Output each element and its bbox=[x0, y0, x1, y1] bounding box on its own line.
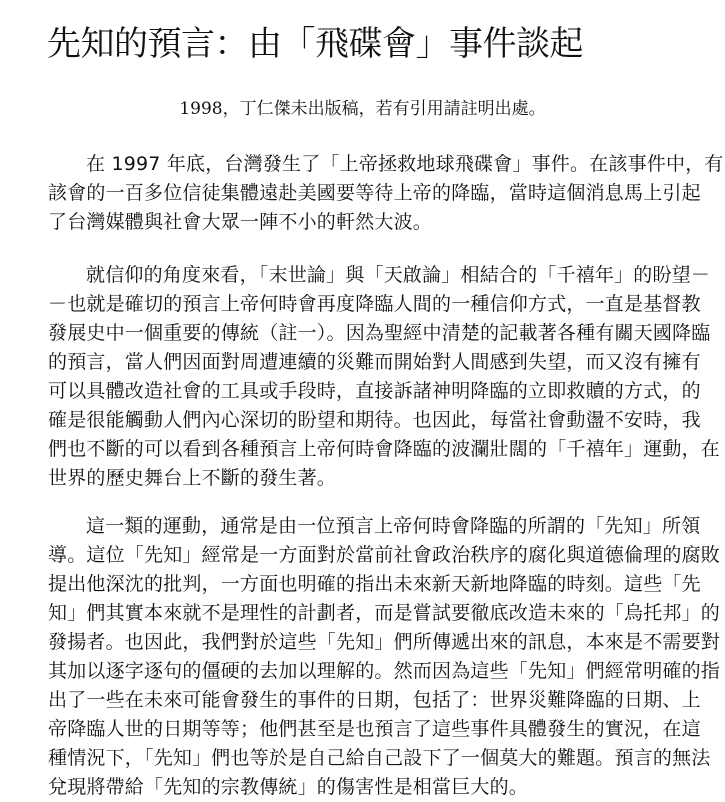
text-line: 導。這位「先知」經常是一方面對於當前社會政治秩序的腐化與道德倫理的腐敗 bbox=[48, 544, 721, 566]
text-line: 就信仰的角度來看，「末世論」與「天啟論」相結合的「千禧年」的盼望－ bbox=[86, 264, 711, 286]
page-title: 先知的預言：由「飛碟會」事件談起 bbox=[47, 24, 583, 64]
paragraph-2 bbox=[48, 261, 721, 493]
text-line: 了台灣媒體與社會大眾一陣不小的軒然大波。 bbox=[48, 211, 433, 233]
text-line: 在 1997 年底，台灣發生了「上帝拯救地球飛碟會」事件。在該事件中，有 bbox=[86, 153, 724, 175]
text-line: 世界的歷史舞台上不斷的發生著。 bbox=[48, 467, 337, 489]
text-line: 們也不斷的可以看到各種預言上帝何時會降臨的波瀾壯闊的「千禧年」運動，在 bbox=[48, 438, 721, 460]
paragraph-3 bbox=[48, 512, 721, 802]
text-line: －也就是確切的預言上帝何時會再度降臨人間的一種信仰方式，一直是基督教 bbox=[48, 293, 701, 315]
text-line: 發展史中一個重要的傳統（註一）。因為聖經中清楚的記載著各種有關天國降臨 bbox=[48, 322, 711, 344]
text-line: 的預言，當人們因面對周遭連續的災難而開始對人間感到失望，而又沒有擁有 bbox=[48, 351, 701, 373]
text-line: 提出他深沈的批判，一方面也明確的指出未來新天新地降臨的時刻。這些「先 bbox=[48, 573, 701, 595]
text-line: 這一類的運動，通常是由一位預言上帝何時會降臨的所謂的「先知」所領 bbox=[86, 515, 701, 537]
text-line: 確是很能觸動人們內心深切的盼望和期待。也因此，每當社會動盪不安時，我 bbox=[48, 409, 701, 431]
text-line: 該會的一百多位信徒集體遠赴美國要等待上帝的降臨，當時這個消息馬上引起 bbox=[48, 182, 701, 204]
text-line: 發揚者。也因此，我們對於這些「先知」們所傳遞出來的訊息，本來是不需要對 bbox=[48, 631, 721, 653]
author-note: 1998，丁仁傑未出版稿，若有引用請註明出處。 bbox=[179, 99, 546, 119]
text-line: 其加以逐字逐句的僵硬的去加以理解的。然而因為這些「先知」們經常明確的指 bbox=[48, 660, 721, 682]
text-line: 出了一些在未來可能會發生的事件的日期，包括了：世界災難降臨的日期、上 bbox=[48, 689, 701, 711]
text-line: 帝降臨人世的日期等等；他們甚至是也預言了這些事件具體發生的實況，在這 bbox=[48, 718, 701, 740]
paragraph-1 bbox=[48, 150, 724, 237]
text-line: 知」們其實本來就不是理性的計劃者，而是嘗試要徹底改造未來的「烏托邦」的 bbox=[48, 602, 721, 624]
text-line: 兌現將帶給「先知的宗教傳統」的傷害性是相當巨大的。 bbox=[48, 776, 529, 798]
text-line: 種情況下，「先知」們也等於是自己給自己設下了一個莫大的難題。預言的無法 bbox=[48, 747, 711, 769]
text-line: 可以具體改造社會的工具或手段時，直接訴諸神明降臨的立即救贖的方式，的 bbox=[48, 380, 701, 402]
